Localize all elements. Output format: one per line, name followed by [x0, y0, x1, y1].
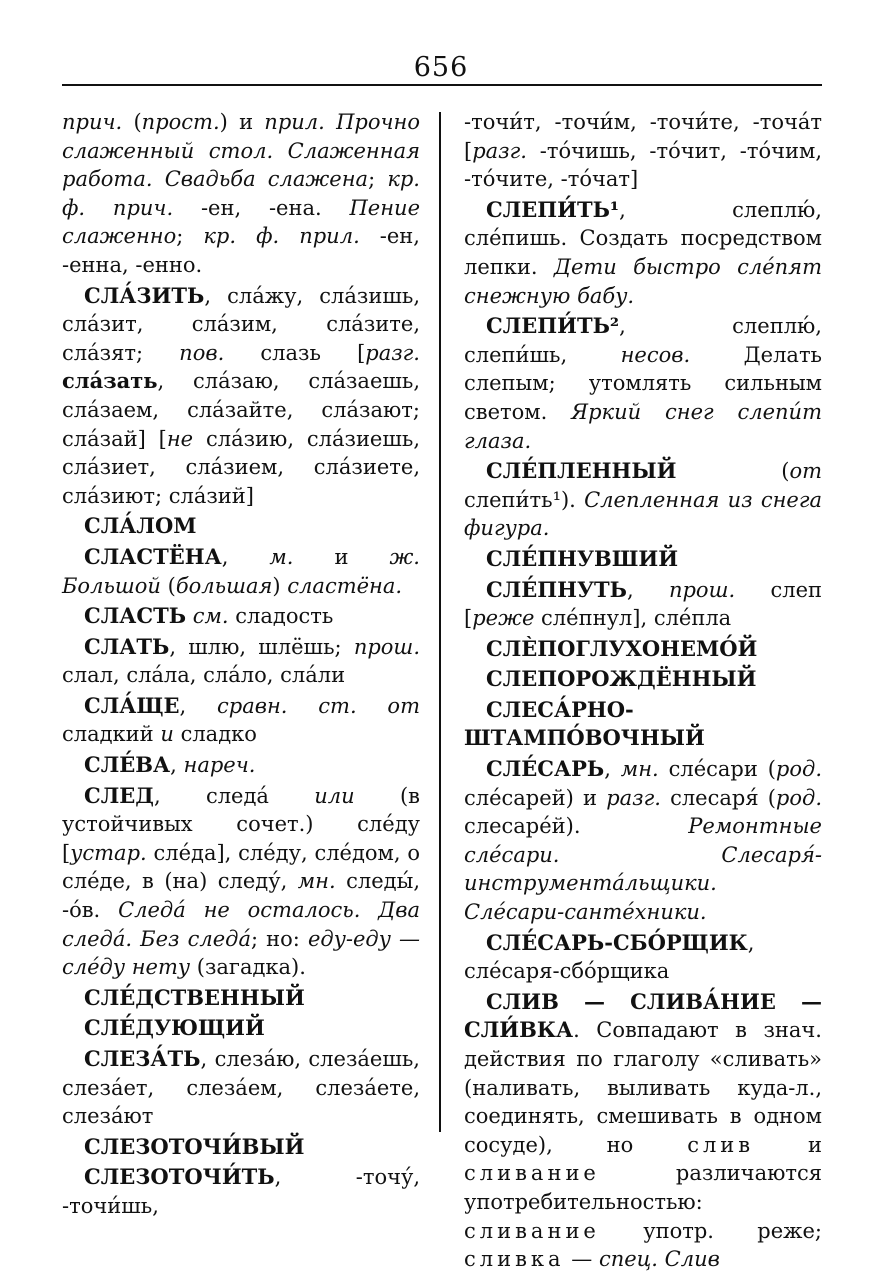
entry-text: еду-еду — сле́ду нету: [62, 926, 421, 980]
entry-text: —: [564, 1247, 599, 1272]
left-column: [62, 108, 420, 1223]
entry-text: ; но:: [250, 926, 308, 951]
entry-headword: СЛЕ́ПНУТЬ: [486, 576, 627, 602]
entry-text: разг.: [365, 340, 420, 365]
entry-text: прил. Прочно слаженный стол. Слаженная работа. Свадьба слажена: [62, 110, 421, 192]
dictionary-entry: [62, 751, 420, 780]
dictionary-entry: [62, 1045, 420, 1131]
entry-text: , слеплю́, сле́пишь. Создать посредством лепки.: [464, 197, 822, 279]
entry-text: род.: [775, 757, 822, 782]
entry-text: кр. ф. прич.: [62, 167, 420, 220]
entry-text: Пение слаженно: [62, 195, 420, 249]
page-number: 656: [413, 52, 469, 83]
dictionary-entry: [62, 1014, 420, 1043]
entry-text: пов.: [179, 340, 225, 365]
entry-text: -точи́т, -точи́м, -точи́те, -точа́т [: [464, 110, 822, 163]
entry-headword: СЛАСТЁНА: [84, 543, 222, 569]
entry-headword: СЛЕЗА́ТЬ: [84, 1046, 201, 1071]
entry-headword: СЛА́ЗИТЬ: [84, 282, 205, 308]
entry-text: сладко: [173, 722, 257, 747]
entry-text: Дети быстро сле́пят снежную бабу.: [464, 254, 822, 308]
header-rule: [62, 84, 822, 86]
entry-text: сладкий: [62, 722, 161, 747]
dictionary-entry: [62, 984, 420, 1013]
entry-headword: СЛАСТЬ: [84, 603, 187, 629]
entry-text: слеп [: [464, 577, 822, 631]
right-column: [464, 108, 822, 1276]
entry-text: Яркий снег слепи́т глаза.: [464, 399, 822, 453]
entry-text: , слеплю́, слепи́шь,: [464, 314, 822, 367]
entry-headword: СЛА́ЛОМ: [84, 513, 197, 539]
entry-headword: СЛЕ́САРЬ-СБО́РЩИК: [486, 929, 748, 955]
dictionary-entry: [62, 782, 420, 982]
dictionary-entry: [464, 457, 822, 543]
entry-text: следы́, -о́в.: [62, 869, 420, 923]
entry-text: Слепленная из снега фигура.: [464, 487, 822, 541]
dictionary-entry: [62, 282, 420, 511]
entry-headword: СЛЕЗОТОЧИ́ВЫЙ: [84, 1133, 305, 1159]
entry-text: мн.: [620, 757, 659, 782]
entry-text: ,: [170, 753, 184, 778]
dictionary-entry: [464, 108, 822, 194]
entry-text: слив: [687, 1132, 755, 1157]
entry-text: ): [272, 573, 288, 598]
entry-text: сле́сарей) и: [464, 785, 607, 810]
dictionary-entry: [62, 512, 420, 541]
entry-text: устар.: [70, 840, 147, 865]
entry-text: спец. Слив: [598, 1247, 720, 1272]
dictionary-entry: [464, 929, 822, 986]
entry-text: и: [754, 1132, 822, 1157]
entry-text: Ремонтные сле́сари. Слесаря́-инструмента́льщики. Сле́сари-санте́хники.: [464, 814, 822, 925]
entry-text: см.: [192, 604, 229, 629]
entry-headword: сла́зать: [62, 368, 158, 394]
entry-text: прош.: [668, 577, 736, 602]
entry-text: разг.: [472, 138, 527, 163]
entry-headword: СЛИВ — СЛИВА́НИЕ — СЛИ́ВКА: [464, 988, 822, 1043]
entry-text: Делать слепым; утомлять сильным светом.: [464, 342, 822, 424]
entry-text: ,: [626, 577, 669, 602]
entry-headword: СЛЕ́ВА: [84, 752, 171, 778]
entry-text: от: [789, 459, 822, 484]
dictionary-entry: [464, 576, 822, 633]
entry-text: реже: [472, 606, 535, 631]
dictionary-entry: [464, 988, 822, 1274]
entry-headword: СЛЕ́ДСТВЕННЫЙ: [84, 984, 305, 1010]
entry-text: Следа́ не осталось. Два следа́. Без следа́: [62, 898, 420, 951]
entry-text: ,: [221, 544, 270, 569]
entry-headword: СЛАТЬ: [84, 633, 170, 659]
entry-text: несов.: [620, 342, 691, 367]
entry-headword: СЛЕ́ПНУВШИЙ: [486, 545, 679, 571]
dictionary-entry: [62, 1133, 420, 1162]
dictionary-entry: [464, 635, 822, 664]
entry-text: слесаре́й).: [464, 814, 689, 839]
entry-text: (: [676, 459, 790, 484]
entry-text: сравн. ст. от: [217, 693, 420, 718]
dictionary-entry: [62, 633, 420, 690]
dictionary-entry: [62, 602, 420, 631]
dictionary-entry: [464, 196, 822, 310]
entry-headword: СЛЕПИ́ТЬ²: [486, 313, 620, 339]
entry-text: сле́да], сле́ду, сле́дом, о сле́де, в (на) следу́,: [62, 840, 420, 894]
entry-headword: СЛЕСА́РНО-ШТАМПО́ВОЧНЫЙ: [464, 696, 705, 751]
entry-text: нареч.: [183, 753, 256, 778]
entry-text: , сла́жу, сла́зишь, сла́зит, сла́зим, сла́зите, сла́зят;: [62, 283, 420, 365]
entry-text: мн.: [297, 869, 336, 894]
entry-text: и: [160, 722, 174, 747]
entry-text: сле́сари (: [658, 757, 776, 782]
entry-text: сладость: [228, 604, 334, 629]
dictionary-entry: [464, 696, 822, 753]
entry-text: различаются употребительностью:: [464, 1161, 822, 1214]
column-divider: [439, 112, 441, 1132]
entry-text: , -точу́, -точи́шь,: [62, 1165, 420, 1218]
dictionary-entry: [464, 755, 822, 927]
entry-text: ,: [179, 693, 218, 718]
dictionary-entry: [62, 543, 420, 600]
dictionary-entry: [464, 312, 822, 455]
entry-text: (загадка).: [190, 955, 306, 980]
dictionary-entry: [62, 692, 420, 749]
entry-text: большая: [175, 573, 273, 598]
entry-text: [186, 604, 193, 628]
entry-text: слепи́ть¹).: [464, 487, 585, 512]
entry-text: ;: [176, 224, 204, 249]
entry-text: (: [160, 573, 176, 598]
entry-text: ) и: [219, 110, 265, 134]
dictionary-entry: [464, 665, 822, 694]
entry-text: или: [314, 783, 355, 808]
entry-text: . Совпадают в знач. действия по глаголу «сливать» (наливать, выливать куда-л., соединять, смешивать в одном сосуде), но: [464, 1018, 822, 1157]
entry-headword: СЛЕ́ДУЮЩИЙ: [84, 1015, 265, 1041]
entry-text: (в устойчивых сочет.) сле́ду [: [62, 783, 420, 865]
entry-text: сле́пнул], сле́пла: [534, 606, 732, 631]
entry-headword: СЛЀПОГЛУХОНЕМО́Й: [486, 635, 758, 661]
entry-text: ;: [368, 167, 388, 192]
entry-text: кр. ф. прил.: [203, 224, 360, 249]
entry-text: прич.: [62, 110, 123, 134]
entry-text: сливание: [464, 1218, 600, 1243]
entry-text: разг.: [606, 785, 661, 810]
entry-headword: СЛЕ́САРЬ: [486, 756, 605, 782]
entry-text: сливка: [464, 1247, 565, 1272]
entry-headword: СЛЕЗОТОЧИ́ТЬ: [84, 1164, 275, 1190]
entry-headword: СЛА́ЩЕ: [84, 692, 180, 718]
entry-headword: СЛЕ́ПЛЕННЫЙ: [486, 458, 677, 484]
entry-text: слесаря́ (: [660, 785, 776, 810]
entry-headword: СЛЕПОРОЖДЁННЫЙ: [486, 666, 757, 692]
entry-text: прост.: [141, 110, 220, 134]
entry-text: сластёна.: [287, 573, 403, 598]
entry-text: не: [166, 426, 194, 451]
entry-text: , слеза́ю, слеза́ешь, слеза́ет, слеза́ем, слеза́ете, слеза́ют: [62, 1047, 420, 1129]
entry-text: сла́зию, сла́зиешь, сла́зиет, сла́зием, сла́зиете, сла́зиют; сла́зий]: [62, 426, 420, 508]
entry-text: -ен, -енна, -енно.: [62, 224, 420, 277]
entry-text: прош.: [353, 634, 420, 659]
entry-headword: СЛЕД: [84, 782, 154, 808]
entry-text: -ен, -ена.: [173, 195, 350, 220]
entry-text: сливание: [464, 1161, 600, 1186]
entry-text: слазь [: [224, 340, 366, 365]
entry-text: , следа́: [153, 783, 315, 808]
entry-text: , сла́заю, сла́заешь, сла́заем, сла́зайте, сла́зают; сла́зай] [: [62, 369, 420, 451]
entry-text: , сле́саря-сбо́рщика: [464, 930, 755, 984]
entry-text: ж. Большой: [62, 544, 420, 598]
entry-text: слал, сла́ла, сла́ло, сла́ли: [62, 663, 346, 688]
entry-text: м.: [269, 544, 294, 569]
entry-text: ,: [604, 757, 621, 782]
entry-text: (: [122, 110, 142, 134]
dictionary-entry: [464, 545, 822, 574]
entry-text: -то́чишь, -то́чит, -то́чим, -то́чите, -то́чат]: [464, 138, 822, 192]
entry-headword: СЛЕПИ́ТЬ¹: [486, 196, 620, 222]
entry-text: род.: [775, 785, 822, 810]
dictionary-entry: [62, 108, 420, 280]
entry-text: и: [293, 544, 390, 569]
entry-text: употр. реже;: [599, 1218, 822, 1243]
entry-text: , шлю, шлёшь;: [169, 634, 354, 659]
